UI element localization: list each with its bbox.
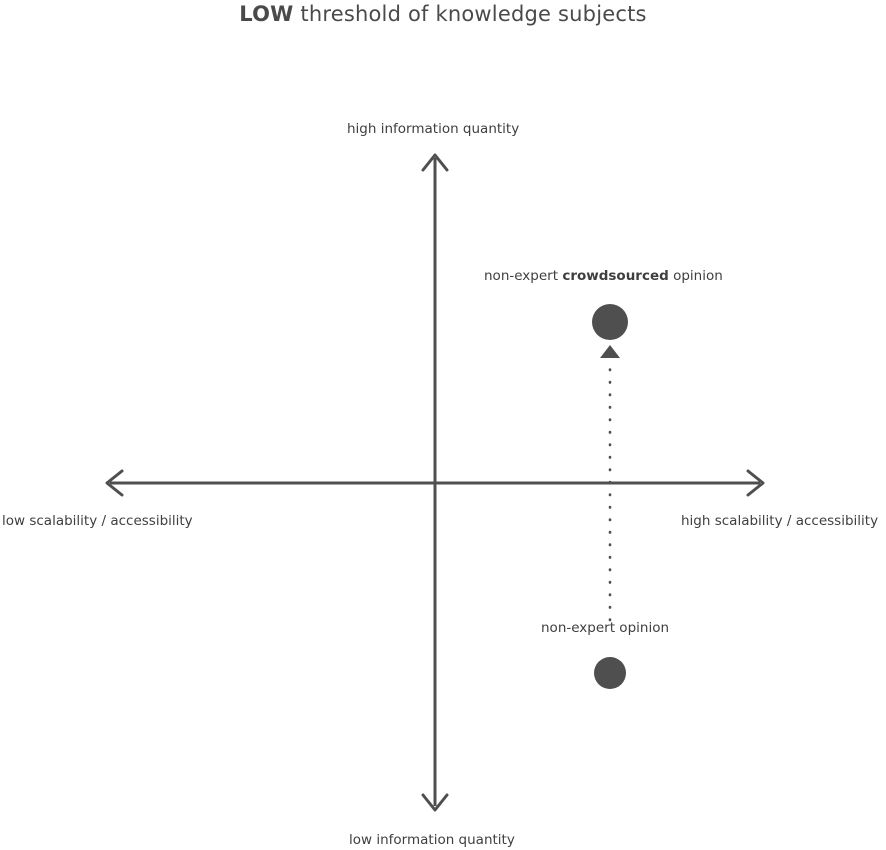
transition-arrowhead-icon xyxy=(600,345,620,358)
axis-label-top: high information quantity xyxy=(347,121,520,137)
node-label-crowdsourced xyxy=(484,268,723,284)
page-title-rest: threshold of knowledge subjects xyxy=(293,2,647,26)
node-label-crowdsourced-suffix: opinion xyxy=(668,268,723,284)
node-nonexpert[interactable] xyxy=(594,657,626,689)
node-label-crowdsourced-emphasis: crowdsourced xyxy=(562,268,669,284)
axis-label-left: low scalability / accessibility xyxy=(2,513,193,529)
axis-label-right: high scalability / accessibility xyxy=(681,513,879,529)
node-label-nonexpert: non-expert opinion xyxy=(541,620,670,636)
axis-label-bottom: low information quantity xyxy=(349,832,515,848)
page-title-emphasis: LOW xyxy=(239,2,294,26)
node-crowdsourced[interactable] xyxy=(592,304,628,340)
node-label-crowdsourced-prefix: non-expert xyxy=(484,268,563,284)
